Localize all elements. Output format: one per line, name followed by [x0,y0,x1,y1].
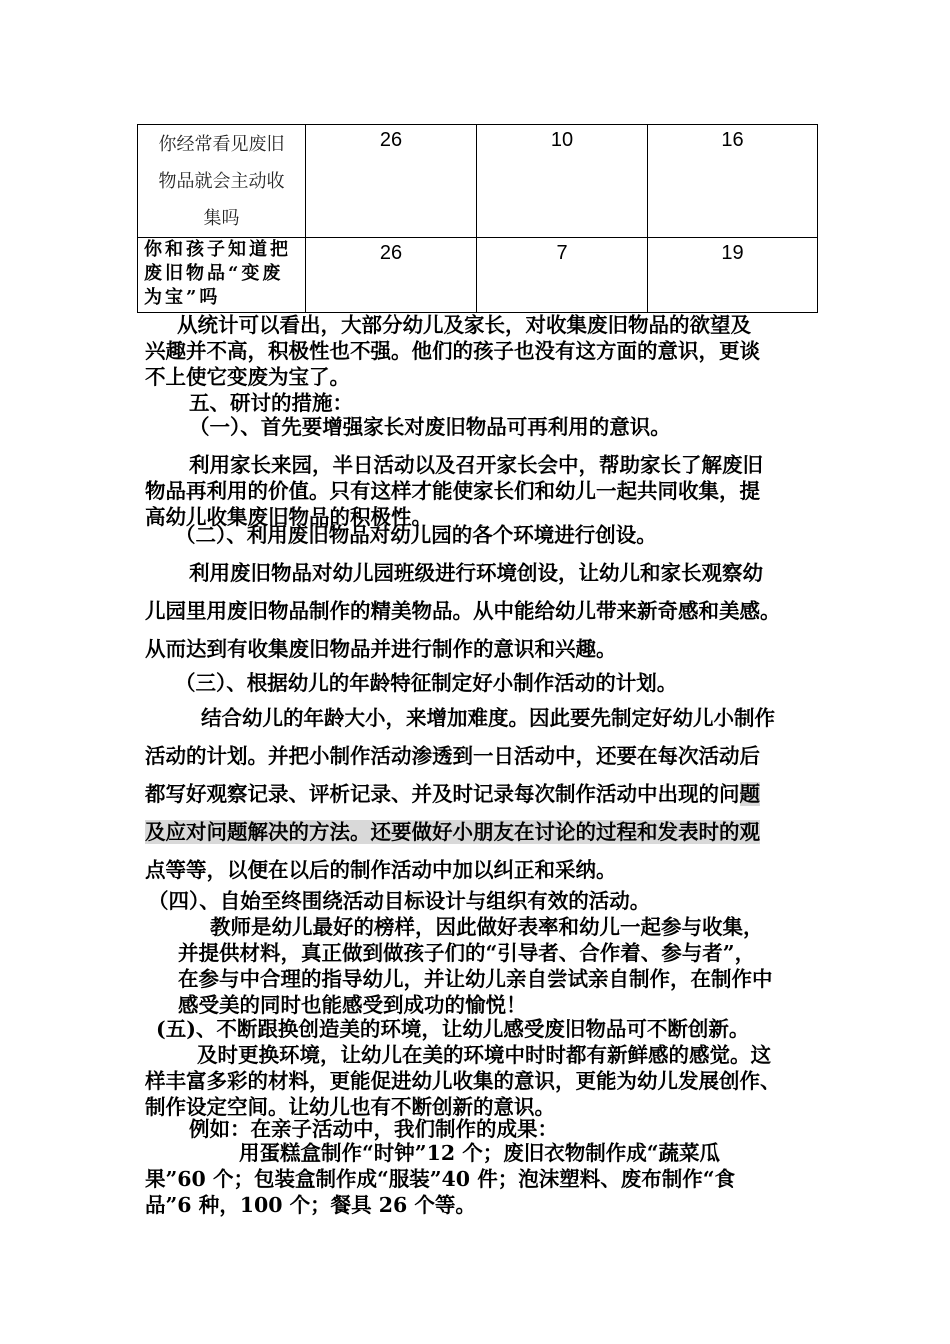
example-heading: 例如：在亲子活动中，我们制作的成果： [189,1117,558,1141]
text-line: 兴趣并不高，积极性也不强。他们的孩子也没有这方面的意识，更谈 [145,339,760,363]
text-line: 教师是幼儿最好的榜样，因此做好表率和幼儿一起参与收集， [210,915,764,939]
paragraph-3 [145,699,835,889]
text-line: 用蛋糕盒制作“时钟”12 个；废旧衣物制作成“蔬菜瓜 [239,1141,721,1165]
text-line: 在参与中合理的指导幼儿，并让幼儿亲自尝试亲自制作，在制作中 [178,967,773,991]
survey-table [137,124,818,313]
text-line: 点等等，以便在以后的制作活动中加以纠正和采纳。 [145,858,617,882]
text-line: 利用废旧物品对幼儿园班级进行环境创设，让幼儿和家长观察幼 [189,561,763,585]
value-text: 19 [721,242,744,264]
text-line [145,775,835,813]
text-line: 品”6 种，100 个；餐具 26 个等。 [145,1193,476,1217]
text-line: 不上使它变废为宝了。 [145,365,350,389]
text-line: 高幼儿收集废旧物品的积极性。 [145,505,432,529]
text-line: 结合幼儿的年龄大小，来增加难度。因此要先制定好幼儿小制作 [201,706,775,730]
question-line: 你经常看见废旧 [158,134,285,155]
paragraph-1 [145,452,835,530]
value-cell [648,238,818,313]
question-line: 你和孩子知道把 [144,239,291,260]
value-cell [306,125,477,238]
table-row [138,238,818,313]
paragraph-2 [145,554,835,668]
question-text [138,238,305,310]
text-line: 活动的计划。并把小制作活动渗透到一日活动中，还要在每次活动后 [145,744,760,768]
subheading-5: (五)、不断跟换创造美的环境，让幼儿感受废旧物品可不断创新。 [156,1017,750,1041]
question-line: 物品就会主动收 [158,171,285,192]
highlighted-text: 及应对问题解决的方法。还要做好小朋友在讨论的过程和发表时的观 [145,820,760,844]
subheading-3: （三）、根据幼儿的年龄特征制定好小制作活动的计划。 [175,671,678,695]
value-text: 7 [556,242,568,264]
text-line: 儿园里用废旧物品制作的精美物品。从中能给幼儿带来新奇感和美感。 [145,599,781,623]
text-line: 制作设定空间。让幼儿也有不断创新的意识。 [145,1095,555,1119]
subheading-1: （一）、首先要增强家长对废旧物品可再利用的意识。 [189,415,671,439]
text-line: 利用家长来园，半日活动以及召开家长会中，帮助家长了解废旧 [189,453,763,477]
question-line: 集吗 [203,208,240,229]
question-cell [138,238,306,313]
text-line: 及时更换环境，让幼儿在美的环境中时时都有新鲜感的感觉。这 [197,1043,771,1067]
value-text: 16 [721,129,744,151]
text-run: 都写好观察记录、评析记录、并及时记录每次制作活动中出现的问 [145,782,740,806]
value-text: 26 [379,129,403,151]
table-row [138,125,818,238]
value-cell [477,125,648,238]
paragraph-results [145,1140,835,1218]
value-text: 10 [550,129,574,151]
subheading-2: （二）、利用废旧物品对幼儿园的各个环境进行创设。 [175,523,657,547]
question-line: 废旧物品“变废 [144,263,284,284]
text-line: 并提供材料，真正做到做孩子们的“引导者、合作着、参与者”， [178,941,756,965]
text-line: 从而达到有收集废旧物品并进行制作的意识和兴趣。 [145,637,617,661]
highlighted-text: 题 [739,782,760,806]
value-cell [306,238,477,313]
paragraph-5 [145,1042,835,1120]
text-line: 样丰富多彩的材料，更能促进幼儿收集的意识，更能为幼儿发展创作、 [145,1069,781,1093]
question-text [138,125,305,237]
value-text: 26 [379,242,403,264]
question-line: 为宝”吗 [144,287,221,308]
value-cell [477,238,648,313]
text-line: 从统计可以看出，大部分幼儿及家长，对收集废旧物品的欲望及 [177,313,751,337]
paragraph-4 [178,914,868,1018]
text-line: 果”60 个；包装盒制作成“服装”40 件；泡沫塑料、废布制作“食 [145,1167,735,1191]
section-heading-5: 五、研讨的措施： [189,391,353,415]
text-line: 物品再利用的价值。只有这样才能使家长们和幼儿一起共同收集，提 [145,479,760,503]
paragraph-statistics [145,312,835,390]
subheading-4: （四）、自始至终围绕活动目标设计与组织有效的活动。 [148,889,651,913]
question-cell [138,125,306,238]
text-line: 感受美的同时也能感受到成功的愉悦！ [178,993,527,1017]
value-cell [648,125,818,238]
